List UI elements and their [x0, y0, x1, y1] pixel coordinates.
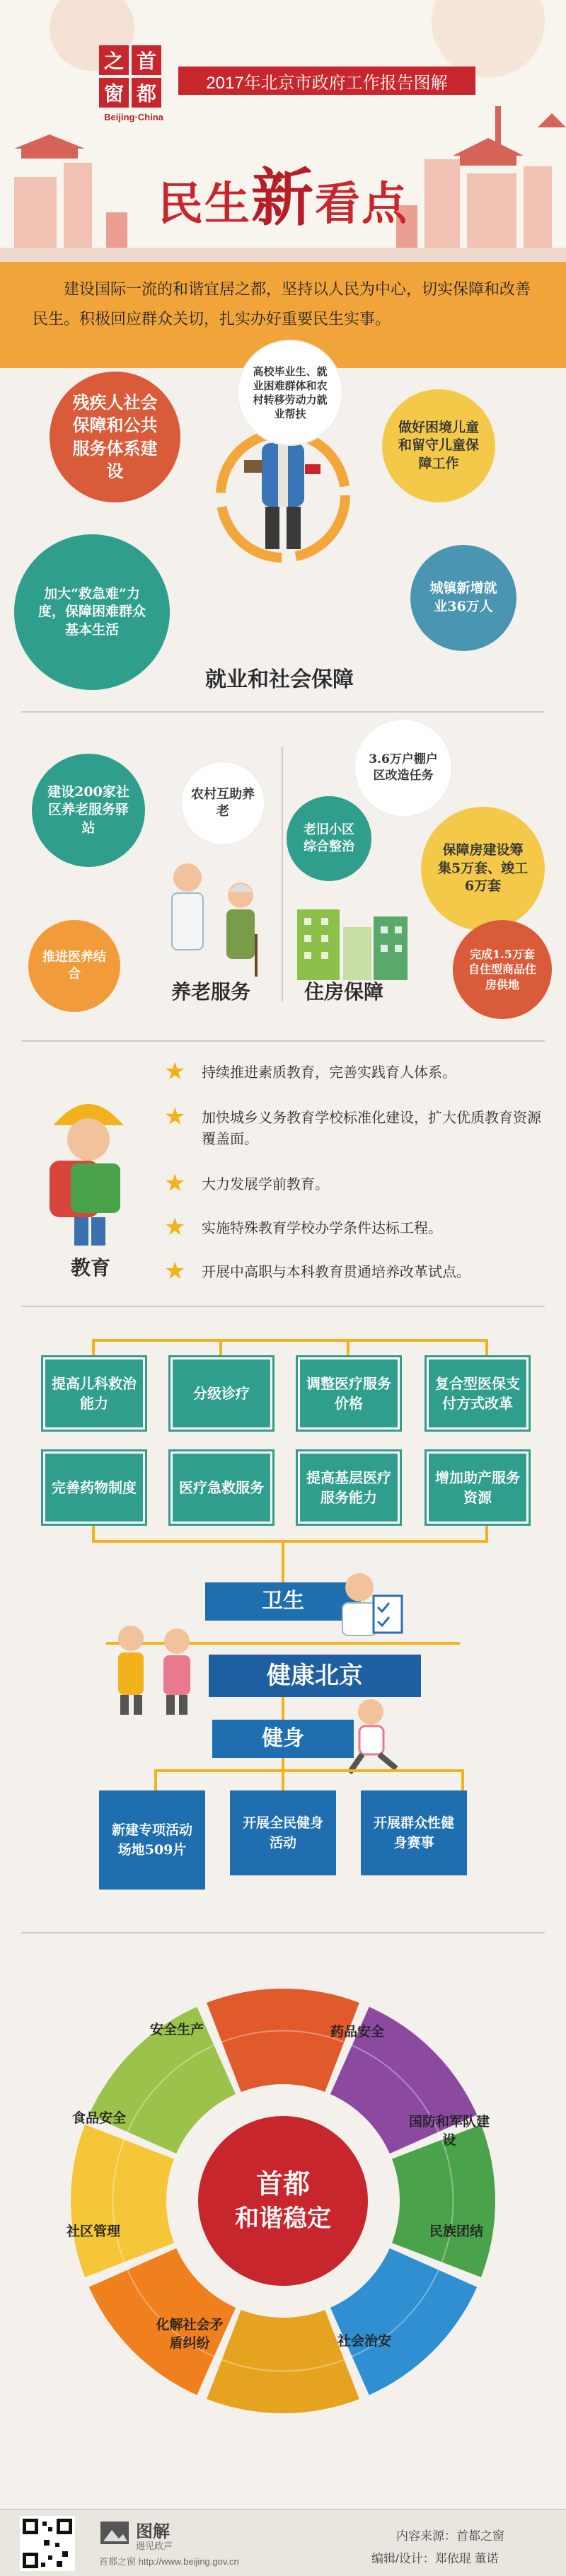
connector: [461, 1769, 464, 1790]
student-figure-icon: [32, 1090, 149, 1253]
main-title-part: 看点: [315, 178, 408, 231]
bubble-label: 残疾人社会保障和公共服务体系建设: [72, 391, 158, 481]
education-item: 持续推进素质教育，完善实践育人体系。: [202, 1064, 456, 1081]
bubble-label: 高校毕业生、就业困难群体和农村转移劳动力就业帮扶: [253, 364, 328, 421]
connector: [154, 1769, 157, 1790]
bubble-affordable-housing: [421, 807, 545, 931]
bubble-employment-help: [237, 340, 343, 446]
star-icon: ★: [164, 1213, 186, 1241]
fitness-box: 开展群众性健身赛事: [361, 1790, 467, 1875]
harmony-center-line: 和谐稳定: [235, 2204, 331, 2233]
star-icon: ★: [164, 1169, 186, 1197]
connector: [282, 1543, 284, 1582]
bubble-disability-security: [50, 372, 180, 502]
logo-char: 之: [99, 45, 129, 75]
bubble-rural-elderly: [180, 761, 265, 846]
logo-caption: Beijing·China: [104, 112, 163, 122]
ring-label: 社区管理: [66, 2224, 120, 2239]
ring-label: 民族团结: [429, 2224, 483, 2239]
fitness-box: 新建专项活动场地509片: [99, 1790, 205, 1890]
bubble-children-protection: [382, 389, 495, 502]
main-title: [0, 149, 566, 238]
bubble-label: 3.6万户棚户区改造任务: [369, 752, 438, 783]
divider: [21, 1306, 545, 1307]
elderly-exercise-icon: [103, 1617, 209, 1716]
health-box: 分级诊疗: [168, 1355, 275, 1432]
bubble-label: 建设200家社区养老服务驿站: [47, 783, 129, 836]
health-box: 医疗急救服务: [168, 1449, 275, 1526]
footer-brand: 图解: [136, 2522, 170, 2541]
footer: [0, 2509, 566, 2576]
ring-segment: [71, 2124, 174, 2277]
harmony-center: [198, 2116, 368, 2286]
bubble-emergency-relief: [14, 534, 170, 690]
bubble-label: 保障房建设筹集5万套、竣工6万套: [437, 842, 529, 895]
section-title-social: 就业和社会保障: [205, 667, 354, 692]
harmony-center-line: 首都: [255, 2168, 310, 2200]
health-box: 复合型医保支付方式改革: [424, 1355, 531, 1432]
education-item: 开展中高职与本科教育贯通培养改革试点。: [202, 1263, 470, 1280]
image-icon: [99, 2517, 130, 2548]
ring-label: 社会治安: [337, 2333, 391, 2349]
health-box: 提高基层医疗服务能力: [296, 1449, 402, 1526]
bubble-label: 推进医养结合: [42, 949, 106, 982]
doctor-icon: [331, 1568, 409, 1638]
ring-segment: [207, 2310, 359, 2413]
elderly-couple-icon: [152, 856, 276, 980]
connector: [282, 1697, 284, 1720]
star-icon: ★: [164, 1103, 186, 1131]
label-healthy-beijing: 健康北京: [209, 1655, 421, 1697]
connector: [92, 1524, 95, 1543]
label-fitness: 健身: [212, 1720, 354, 1758]
bubble-shantytown: [354, 718, 453, 817]
logo-char: 都: [132, 78, 161, 108]
bubble-label: 加大“救急难”力度，保障困难群众基本生活: [37, 585, 146, 638]
bubble-label: 城镇新增就业36万人: [429, 580, 497, 614]
section-title-elderly: 养老服务: [171, 980, 251, 1004]
health-box: 调整医疗服务价格: [296, 1355, 402, 1432]
education-item: 大力发展学前教育。: [202, 1175, 329, 1192]
buildings-icon: [290, 895, 414, 984]
bubble-label: 农村互助养老: [191, 786, 255, 819]
connector: [282, 1769, 284, 1790]
logo-char: 窗: [99, 78, 129, 108]
ring-label: 食品安全: [71, 2110, 126, 2126]
ring-label: 化解社会矛盾纠纷: [156, 2317, 224, 2351]
header-banner: [0, 0, 566, 262]
footer-brand-sub: 遇见政声: [136, 2541, 173, 2551]
bubble-new-jobs: [410, 545, 516, 651]
logo-char: 首: [132, 45, 161, 75]
divider: [21, 711, 545, 713]
footer-site: 首都之窗 http://www.beijing.gov.cn: [99, 2556, 239, 2567]
health-box: 提高儿科救治能力: [41, 1355, 147, 1432]
intro-text: 建设国际一流的和谐宜居之都，坚持以人民为中心，切实保障和改善民生。积极回应群众关切，扎实办好重要民生实事。: [33, 280, 531, 328]
connector: [154, 1769, 461, 1772]
qr-code-icon: [20, 2516, 75, 2571]
main-title-part: 民生: [157, 178, 251, 231]
bubble-label: 做好困境儿童和留守儿童保障工作: [398, 419, 479, 471]
footer-editor: 编辑/设计：郑依琨 董诺: [371, 2552, 499, 2565]
section-title-education: 教育: [71, 1256, 111, 1280]
ring-label: 安全生产: [149, 2022, 204, 2037]
connector: [92, 1540, 488, 1543]
ring-label: 药品安全: [330, 2024, 384, 2040]
health-box: 完善药物制度: [41, 1449, 147, 1526]
page-title: 2017年北京市政府工作报告图解: [178, 67, 475, 95]
education-item: 加快城乡义务教育学校标准化建设，扩大优质教育资源覆盖面。: [202, 1109, 541, 1147]
ring-label: 国防和军队建设: [408, 2114, 490, 2148]
connector: [92, 1339, 488, 1342]
star-icon: ★: [164, 1257, 186, 1285]
divider: [21, 1932, 545, 1933]
runner-icon: [333, 1695, 417, 1776]
divider: [21, 1040, 545, 1042]
bubble-label: 老旧小区综合整治: [304, 822, 354, 854]
health-box: 增加助产服务资源: [424, 1449, 531, 1526]
vertical-divider: [282, 747, 283, 1001]
education-item: 实施特殊教育学校办学条件达标工程。: [202, 1219, 442, 1236]
bubble-land-supply: [453, 920, 552, 1019]
bubble-elderly-stations: [32, 754, 145, 867]
connector: [485, 1524, 488, 1543]
bubble-old-community: [287, 796, 371, 881]
fitness-box: 开展全民健身活动: [230, 1790, 336, 1875]
star-icon: ★: [164, 1057, 186, 1086]
section-title-housing: 住房保障: [304, 980, 384, 1004]
label-health: 卫生: [205, 1582, 361, 1621]
bubble-label: 完成1.5万套自住型商品住房供地: [468, 947, 536, 991]
main-title-highlight: 新: [250, 161, 315, 234]
logo: [99, 45, 163, 116]
footer-source: 内容来源：首都之窗: [396, 2529, 504, 2543]
bubble-medical-care: [28, 920, 120, 1012]
